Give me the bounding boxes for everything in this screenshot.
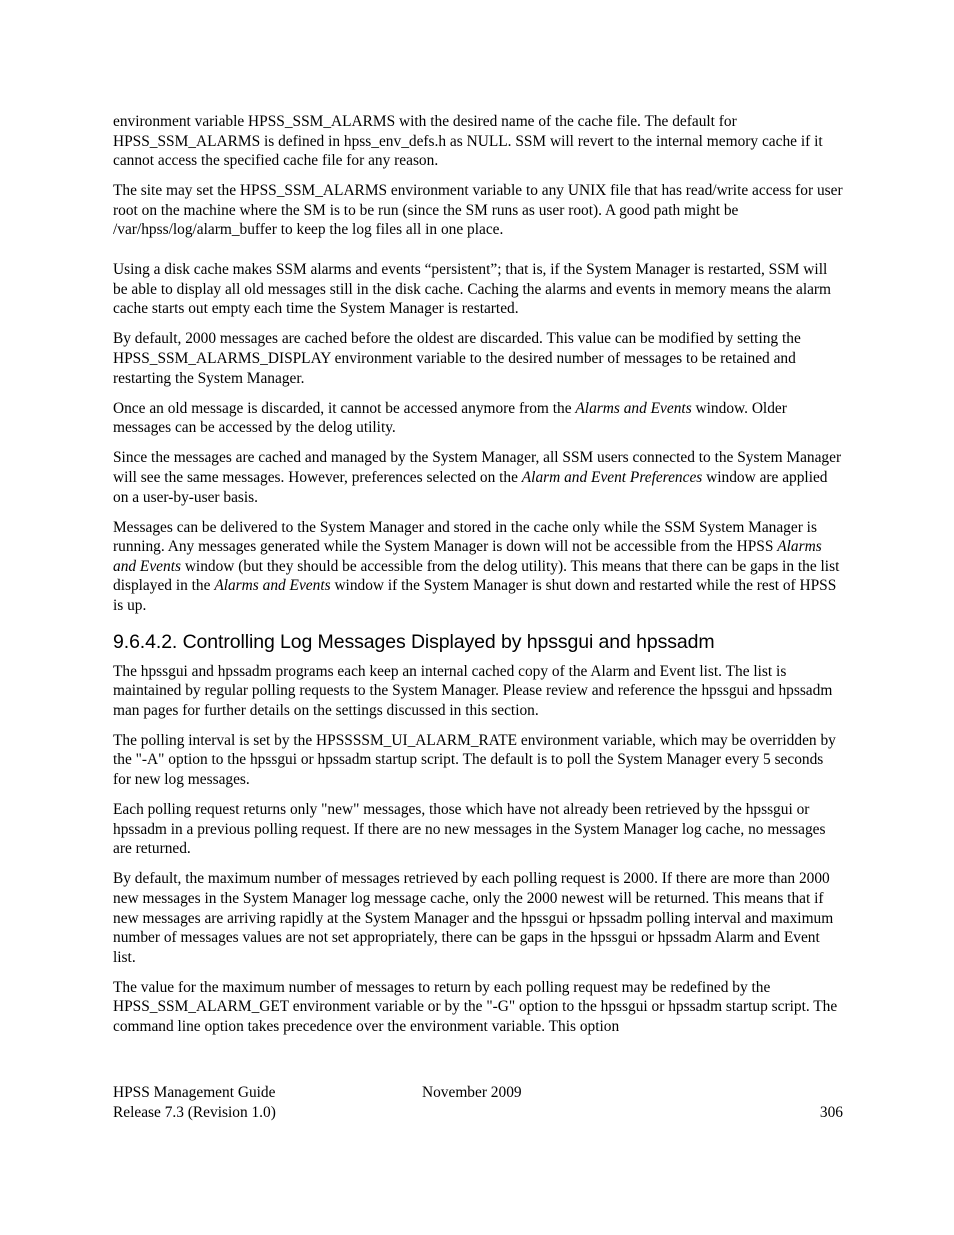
paragraph-text: environment variable HPSS_SSM_ALARMS with the desired name of the cache file. The default for HPSS_SSM_ALARMS is defined in hpss_env_defs.h as NULL. SSM will revert to the internal memory cache if it cannot access the specified cache file for any reason. [113,113,823,170]
paragraph [113,978,843,1037]
italic-text: Alarms and Events [113,538,822,575]
italic-text: Alarms and Events [575,399,692,417]
paragraph-text: Since the messages are cached and managed by the System Manager, all SSM users connected to the System Manager will see the same messages. However, preferences selected on the [113,449,842,486]
body-content [113,112,843,1047]
paragraph [113,329,843,388]
paragraph [113,800,843,859]
paragraph [113,869,843,967]
paragraph-text: The site may set the HPSS_SSM_ALARMS environment variable to any UNIX file that has read/write access for user root on the machine where the SM is to be run (since the SM runs as user root). A good path might be /var/hpss/log/alarm_buffer to keep the log files all in one place. [113,182,843,239]
paragraph-text: By default, 2000 messages are cached before the oldest are discarded. This value can be modified by setting the HPSS_SSM_ALARMS_DISPLAY environment variable to the desired number of messages to be retained and restarting the System Manager. [113,330,801,387]
italic-text: Alarm and Event Preferences [521,468,703,486]
paragraph-text: window (but they should be accessible from the delog utility). This means that there can be gaps in the list displayed in the [113,557,840,595]
paragraph-text: Once an old message is discarded, it cannot be accessed anymore from the [113,399,576,417]
paragraph-text: Using a disk cache makes SSM alarms and events “persistent”; that is, if the System Manager is restarted, SSM will be able to display all old messages still in the disk cache. Caching the alarms and events in memory means the alarm cache starts out empty each time the System Manager is restarted. [113,261,832,318]
paragraph [113,662,843,721]
paragraph [113,399,843,438]
footer-page-number: 306 [819,1104,843,1121]
paragraph-text: Each polling request returns only "new" messages, those which have not already been retrieved by the hpssgui or hpssadm in a previous polling request. If there are no new messages in the System Manager log cache, no messages are returned. [113,801,826,858]
paragraph-text: The polling interval is set by the HPSSSSM_UI_ALARM_RATE environment variable, which may be overridden by the "-A" option to the hpssgui or hpssadm startup script. The default is to poll the System Manager every 5 seconds for new log messages. [113,731,836,789]
bottom-paragraphs [113,662,843,1037]
footer-release: Release 7.3 (Revision 1.0) [113,1104,276,1121]
paragraph-text: window if the System Manager is shut down and restarted while the rest of HPSS is up. [113,577,837,614]
paragraph-text: The hpssgui and hpssadm programs each keep an internal cached copy of the Alarm and Event list. The list is maintained by regular polling requests to the System Manager. Please review and reference the hpssgui and hpssadm man pages for further details on the settings discussed in this section. [113,662,833,719]
paragraph [113,181,843,240]
paragraph-text: window are applied on a user-by-user basis. [113,468,828,506]
section-heading: 9.6.4.2. Controlling Log Messages Displayed by hpssgui and hpssadm [113,630,715,653]
top-paragraphs [113,112,843,616]
paragraph [113,260,843,319]
footer-date: November 2009 [422,1084,522,1101]
paragraph-text: Messages can be delivered to the System Manager and stored in the cache only while the SSM System Manager is running. Any messages generated while the System Manager is down will not be accessible from the HPSS [113,518,817,556]
paragraph [113,448,843,507]
paragraph [113,518,843,616]
paragraph [113,112,843,171]
footer-guide-title: HPSS Management Guide [113,1084,276,1101]
paragraph-text: By default, the maximum number of messages retrieved by each polling request is 2000. If there are more than 2000 new messages in the System Manager log message cache, only the 2000 newest will be returned. This means that if new messages are arriving rapidly at the System Manager and the hpssgui or hpssadm polling interval and maximum number of messages values are not set appropriately, there can be gaps in the hpssgui or hpssadm Alarm and Event list. [113,870,834,966]
paragraph-text: The value for the maximum number of messages to return by each polling request may be redefined by the HPSS_SSM_ALARM_GET environment variable or by the "-G" option to the hpssgui or hpssadm startup script. The command line option takes precedence over the environment variable. This option [113,978,838,1036]
paragraph [113,731,843,790]
paragraph-text: window. Older messages can be accessed by the delog utility. [113,399,787,437]
italic-text: Alarms and Events [214,577,331,595]
